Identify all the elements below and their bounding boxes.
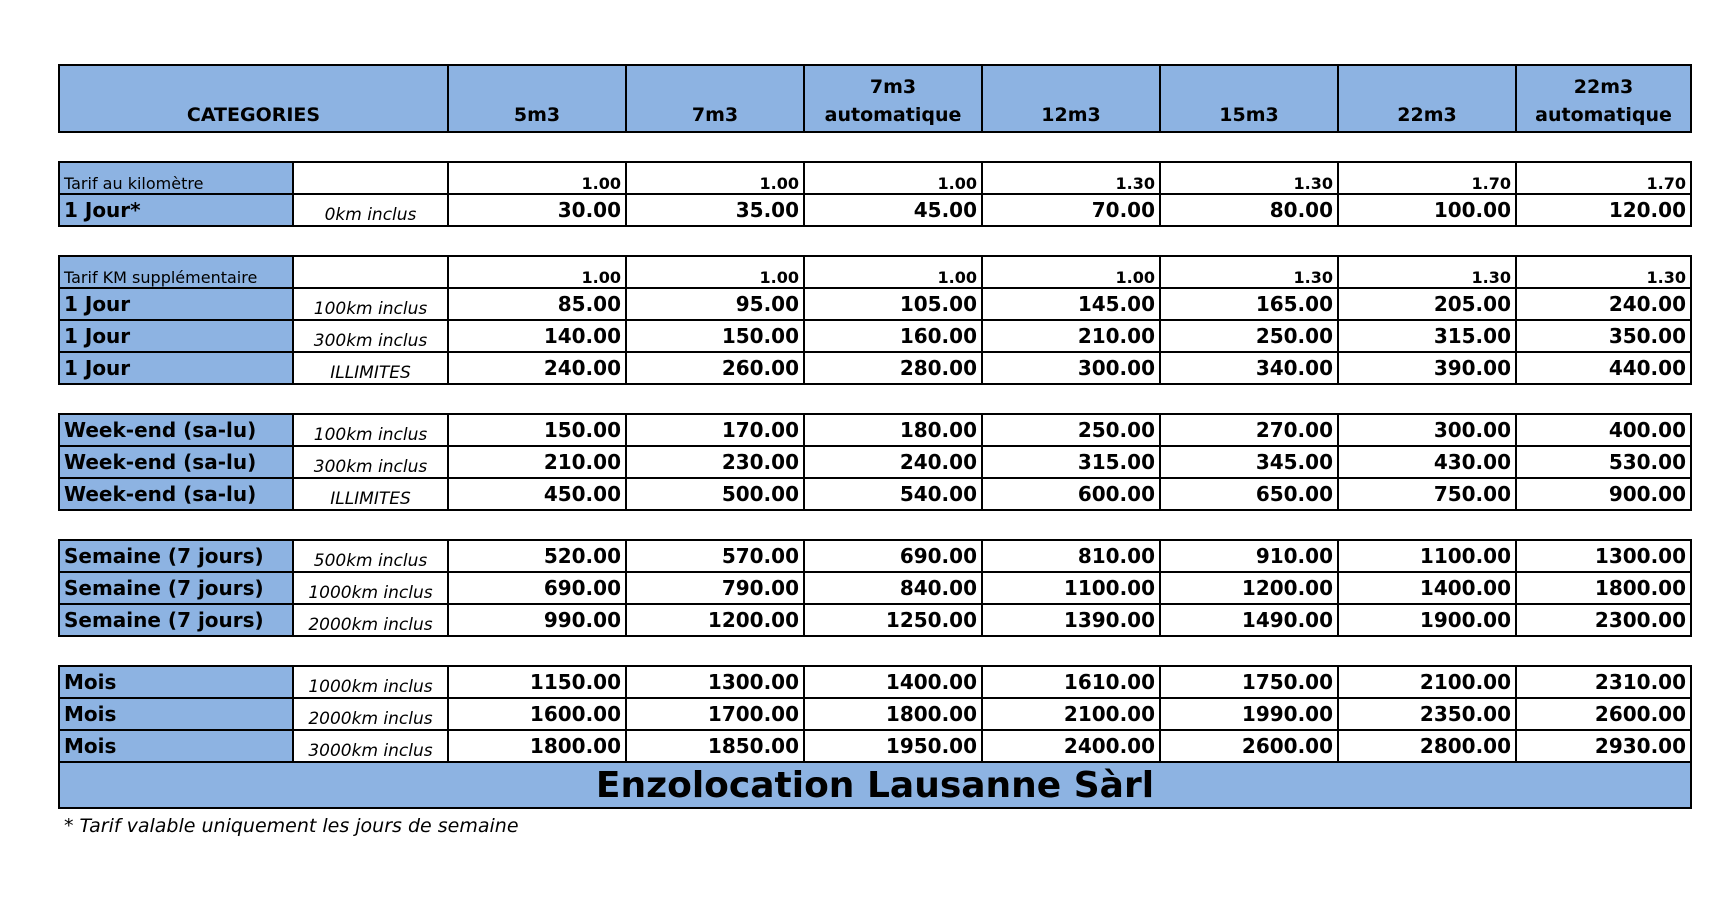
price-cell: 1300.00: [1516, 540, 1691, 572]
price-cell: 910.00: [1160, 540, 1338, 572]
column-header-line2: 22m3: [1397, 104, 1457, 126]
table-row: [59, 478, 1691, 510]
price-cell: 2300.00: [1516, 604, 1691, 636]
price-sheet: [58, 0, 1690, 837]
price-cell: 390.00: [1338, 352, 1516, 384]
spacer-cell: [59, 0, 1691, 65]
row-note: 0km inclus: [293, 194, 448, 226]
price-cell: 1390.00: [982, 604, 1160, 636]
price-cell: 690.00: [448, 572, 626, 604]
table-row: [59, 352, 1691, 384]
table-row: [59, 604, 1691, 636]
price-cell: 1800.00: [1516, 572, 1691, 604]
row-note: 300km inclus: [293, 446, 448, 478]
row-note: 1000km inclus: [293, 572, 448, 604]
table-row: [59, 698, 1691, 730]
spacer-row: [59, 384, 1691, 414]
table-row: [59, 572, 1691, 604]
column-header: [1160, 65, 1338, 132]
price-cell: 315.00: [982, 446, 1160, 478]
price-cell: 2930.00: [1516, 730, 1691, 762]
price-cell: 35.00: [626, 194, 804, 226]
price-cell: 690.00: [804, 540, 982, 572]
row-note: ILLIMITES: [293, 352, 448, 384]
row-note: 300km inclus: [293, 320, 448, 352]
rate-value: 1.00: [804, 256, 982, 288]
price-cell: 250.00: [1160, 320, 1338, 352]
rate-value: 1.30: [1160, 256, 1338, 288]
price-cell: 1700.00: [626, 698, 804, 730]
row-note: 2000km inclus: [293, 604, 448, 636]
row-note: 2000km inclus: [293, 698, 448, 730]
row-note: 3000km inclus: [293, 730, 448, 762]
rate-value: 1.00: [804, 162, 982, 194]
price-cell: 810.00: [982, 540, 1160, 572]
row-label: 1 Jour: [59, 288, 293, 320]
price-cell: 180.00: [804, 414, 982, 446]
rate-value: 1.00: [982, 256, 1160, 288]
column-header: [448, 65, 626, 132]
column-header-line1: 22m3: [1573, 76, 1634, 98]
spacer-cell: [59, 384, 1691, 414]
spacer-row: [59, 510, 1691, 540]
price-cell: 2400.00: [982, 730, 1160, 762]
price-cell: 80.00: [1160, 194, 1338, 226]
price-cell: 790.00: [626, 572, 804, 604]
price-cell: 1850.00: [626, 730, 804, 762]
price-cell: 120.00: [1516, 194, 1691, 226]
price-cell: 240.00: [448, 352, 626, 384]
column-header-line2: automatique: [824, 104, 962, 126]
price-cell: 100.00: [1338, 194, 1516, 226]
price-cell: 1200.00: [1160, 572, 1338, 604]
price-cell: 1200.00: [626, 604, 804, 636]
column-header-line2: 5m3: [513, 104, 561, 126]
price-cell: 150.00: [448, 414, 626, 446]
price-cell: 340.00: [1160, 352, 1338, 384]
header-row: [59, 65, 1691, 132]
row-label: Mois: [59, 698, 293, 730]
price-cell: 85.00: [448, 288, 626, 320]
price-cell: 520.00: [448, 540, 626, 572]
price-cell: 1600.00: [448, 698, 626, 730]
price-cell: 1300.00: [626, 666, 804, 698]
price-cell: 160.00: [804, 320, 982, 352]
rate-label: Tarif au kilomètre: [59, 162, 293, 194]
price-cell: 260.00: [626, 352, 804, 384]
column-header-line2: 7m3: [691, 104, 739, 126]
price-cell: 230.00: [626, 446, 804, 478]
row-label: Semaine (7 jours): [59, 540, 293, 572]
column-header-line1: [1343, 73, 1511, 101]
price-cell: 300.00: [982, 352, 1160, 384]
rate-value: 1.00: [448, 162, 626, 194]
rate-value: 1.70: [1338, 162, 1516, 194]
price-cell: 840.00: [804, 572, 982, 604]
price-cell: 450.00: [448, 478, 626, 510]
row-label: Semaine (7 jours): [59, 604, 293, 636]
price-cell: 2310.00: [1516, 666, 1691, 698]
table-row: [59, 540, 1691, 572]
column-header-line1: [453, 73, 621, 101]
row-label: Week-end (sa-lu): [59, 478, 293, 510]
price-cell: 1400.00: [804, 666, 982, 698]
price-cell: 750.00: [1338, 478, 1516, 510]
price-cell: 1100.00: [982, 572, 1160, 604]
price-cell: 1250.00: [804, 604, 982, 636]
price-cell: 570.00: [626, 540, 804, 572]
price-cell: 30.00: [448, 194, 626, 226]
price-cell: 1610.00: [982, 666, 1160, 698]
price-cell: 270.00: [1160, 414, 1338, 446]
price-cell: 1400.00: [1338, 572, 1516, 604]
spacer-row: [59, 132, 1691, 162]
price-cell: 1900.00: [1338, 604, 1516, 636]
price-cell: 900.00: [1516, 478, 1691, 510]
column-header-line1: [987, 73, 1155, 101]
empty-cell: [293, 162, 448, 194]
price-cell: 170.00: [626, 414, 804, 446]
price-cell: 95.00: [626, 288, 804, 320]
rate-row: [59, 162, 1691, 194]
price-cell: 150.00: [626, 320, 804, 352]
price-table-body: [59, 0, 1691, 808]
table-row: [59, 730, 1691, 762]
price-cell: 165.00: [1160, 288, 1338, 320]
column-header-line1: [631, 73, 799, 101]
price-cell: 205.00: [1338, 288, 1516, 320]
price-cell: 500.00: [626, 478, 804, 510]
rate-value: 1.70: [1516, 162, 1691, 194]
column-header-line2: 12m3: [1041, 104, 1101, 126]
column-header-line2: 15m3: [1219, 104, 1279, 126]
price-cell: 990.00: [448, 604, 626, 636]
company-row: [59, 762, 1691, 808]
column-header-line1: 7m3: [869, 76, 917, 98]
row-label: Semaine (7 jours): [59, 572, 293, 604]
price-cell: 70.00: [982, 194, 1160, 226]
rate-value: 1.00: [626, 256, 804, 288]
row-label: Mois: [59, 666, 293, 698]
price-cell: 2100.00: [1338, 666, 1516, 698]
table-row: [59, 194, 1691, 226]
price-cell: 430.00: [1338, 446, 1516, 478]
price-cell: 210.00: [982, 320, 1160, 352]
price-cell: 315.00: [1338, 320, 1516, 352]
price-cell: 1800.00: [804, 698, 982, 730]
spacer-row: [59, 636, 1691, 666]
row-note: 500km inclus: [293, 540, 448, 572]
spacer-cell: [59, 226, 1691, 256]
rate-value: 1.30: [1338, 256, 1516, 288]
spacer-cell: [59, 636, 1691, 666]
row-label: Week-end (sa-lu): [59, 446, 293, 478]
table-row: [59, 320, 1691, 352]
price-cell: 650.00: [1160, 478, 1338, 510]
row-label: 1 Jour*: [59, 194, 293, 226]
column-header-line2: automatique: [1535, 104, 1672, 126]
rate-value: 1.30: [1516, 256, 1691, 288]
price-cell: 2600.00: [1516, 698, 1691, 730]
rate-value: 1.00: [448, 256, 626, 288]
table-row: [59, 288, 1691, 320]
row-note: ILLIMITES: [293, 478, 448, 510]
column-header-line1: [1165, 73, 1333, 101]
price-cell: 140.00: [448, 320, 626, 352]
price-cell: 2100.00: [982, 698, 1160, 730]
price-cell: 240.00: [804, 446, 982, 478]
row-label: Mois: [59, 730, 293, 762]
row-label: Week-end (sa-lu): [59, 414, 293, 446]
price-cell: 210.00: [448, 446, 626, 478]
price-cell: 45.00: [804, 194, 982, 226]
column-header: [1338, 65, 1516, 132]
price-cell: 2600.00: [1160, 730, 1338, 762]
empty-cell: [293, 256, 448, 288]
price-cell: 345.00: [1160, 446, 1338, 478]
rate-value: 1.30: [982, 162, 1160, 194]
spacer-row: [59, 226, 1691, 256]
spacer-row: [59, 0, 1691, 65]
column-header: [1516, 65, 1691, 132]
price-cell: 2800.00: [1338, 730, 1516, 762]
rate-value: 1.30: [1160, 162, 1338, 194]
price-cell: 1800.00: [448, 730, 626, 762]
column-header: [982, 65, 1160, 132]
price-cell: 600.00: [982, 478, 1160, 510]
price-cell: 1100.00: [1338, 540, 1516, 572]
row-note: 100km inclus: [293, 414, 448, 446]
price-cell: 1150.00: [448, 666, 626, 698]
price-cell: 530.00: [1516, 446, 1691, 478]
price-cell: 145.00: [982, 288, 1160, 320]
table-row: [59, 666, 1691, 698]
price-cell: 400.00: [1516, 414, 1691, 446]
price-cell: 105.00: [804, 288, 982, 320]
price-cell: 300.00: [1338, 414, 1516, 446]
rate-row: [59, 256, 1691, 288]
price-cell: 240.00: [1516, 288, 1691, 320]
footnote: * Tarif valable uniquement les jours de semaine: [64, 815, 519, 837]
categories-header: CATEGORIES: [59, 65, 448, 132]
table-row: [59, 446, 1691, 478]
rate-value: 1.00: [626, 162, 804, 194]
price-cell: 250.00: [982, 414, 1160, 446]
price-cell: 2350.00: [1338, 698, 1516, 730]
rate-label: Tarif KM supplémentaire: [59, 256, 293, 288]
column-header: [804, 65, 982, 132]
company-name: Enzolocation Lausanne Sàrl: [59, 762, 1691, 808]
row-label: 1 Jour: [59, 320, 293, 352]
price-cell: 280.00: [804, 352, 982, 384]
price-cell: 1750.00: [1160, 666, 1338, 698]
row-label: 1 Jour: [59, 352, 293, 384]
price-cell: 1990.00: [1160, 698, 1338, 730]
spacer-cell: [59, 132, 1691, 162]
price-cell: 440.00: [1516, 352, 1691, 384]
price-cell: 1950.00: [804, 730, 982, 762]
row-note: 100km inclus: [293, 288, 448, 320]
price-cell: 540.00: [804, 478, 982, 510]
price-cell: 1490.00: [1160, 604, 1338, 636]
price-table: [58, 0, 1692, 809]
spacer-cell: [59, 510, 1691, 540]
column-header: [626, 65, 804, 132]
row-note: 1000km inclus: [293, 666, 448, 698]
table-row: [59, 414, 1691, 446]
price-cell: 350.00: [1516, 320, 1691, 352]
